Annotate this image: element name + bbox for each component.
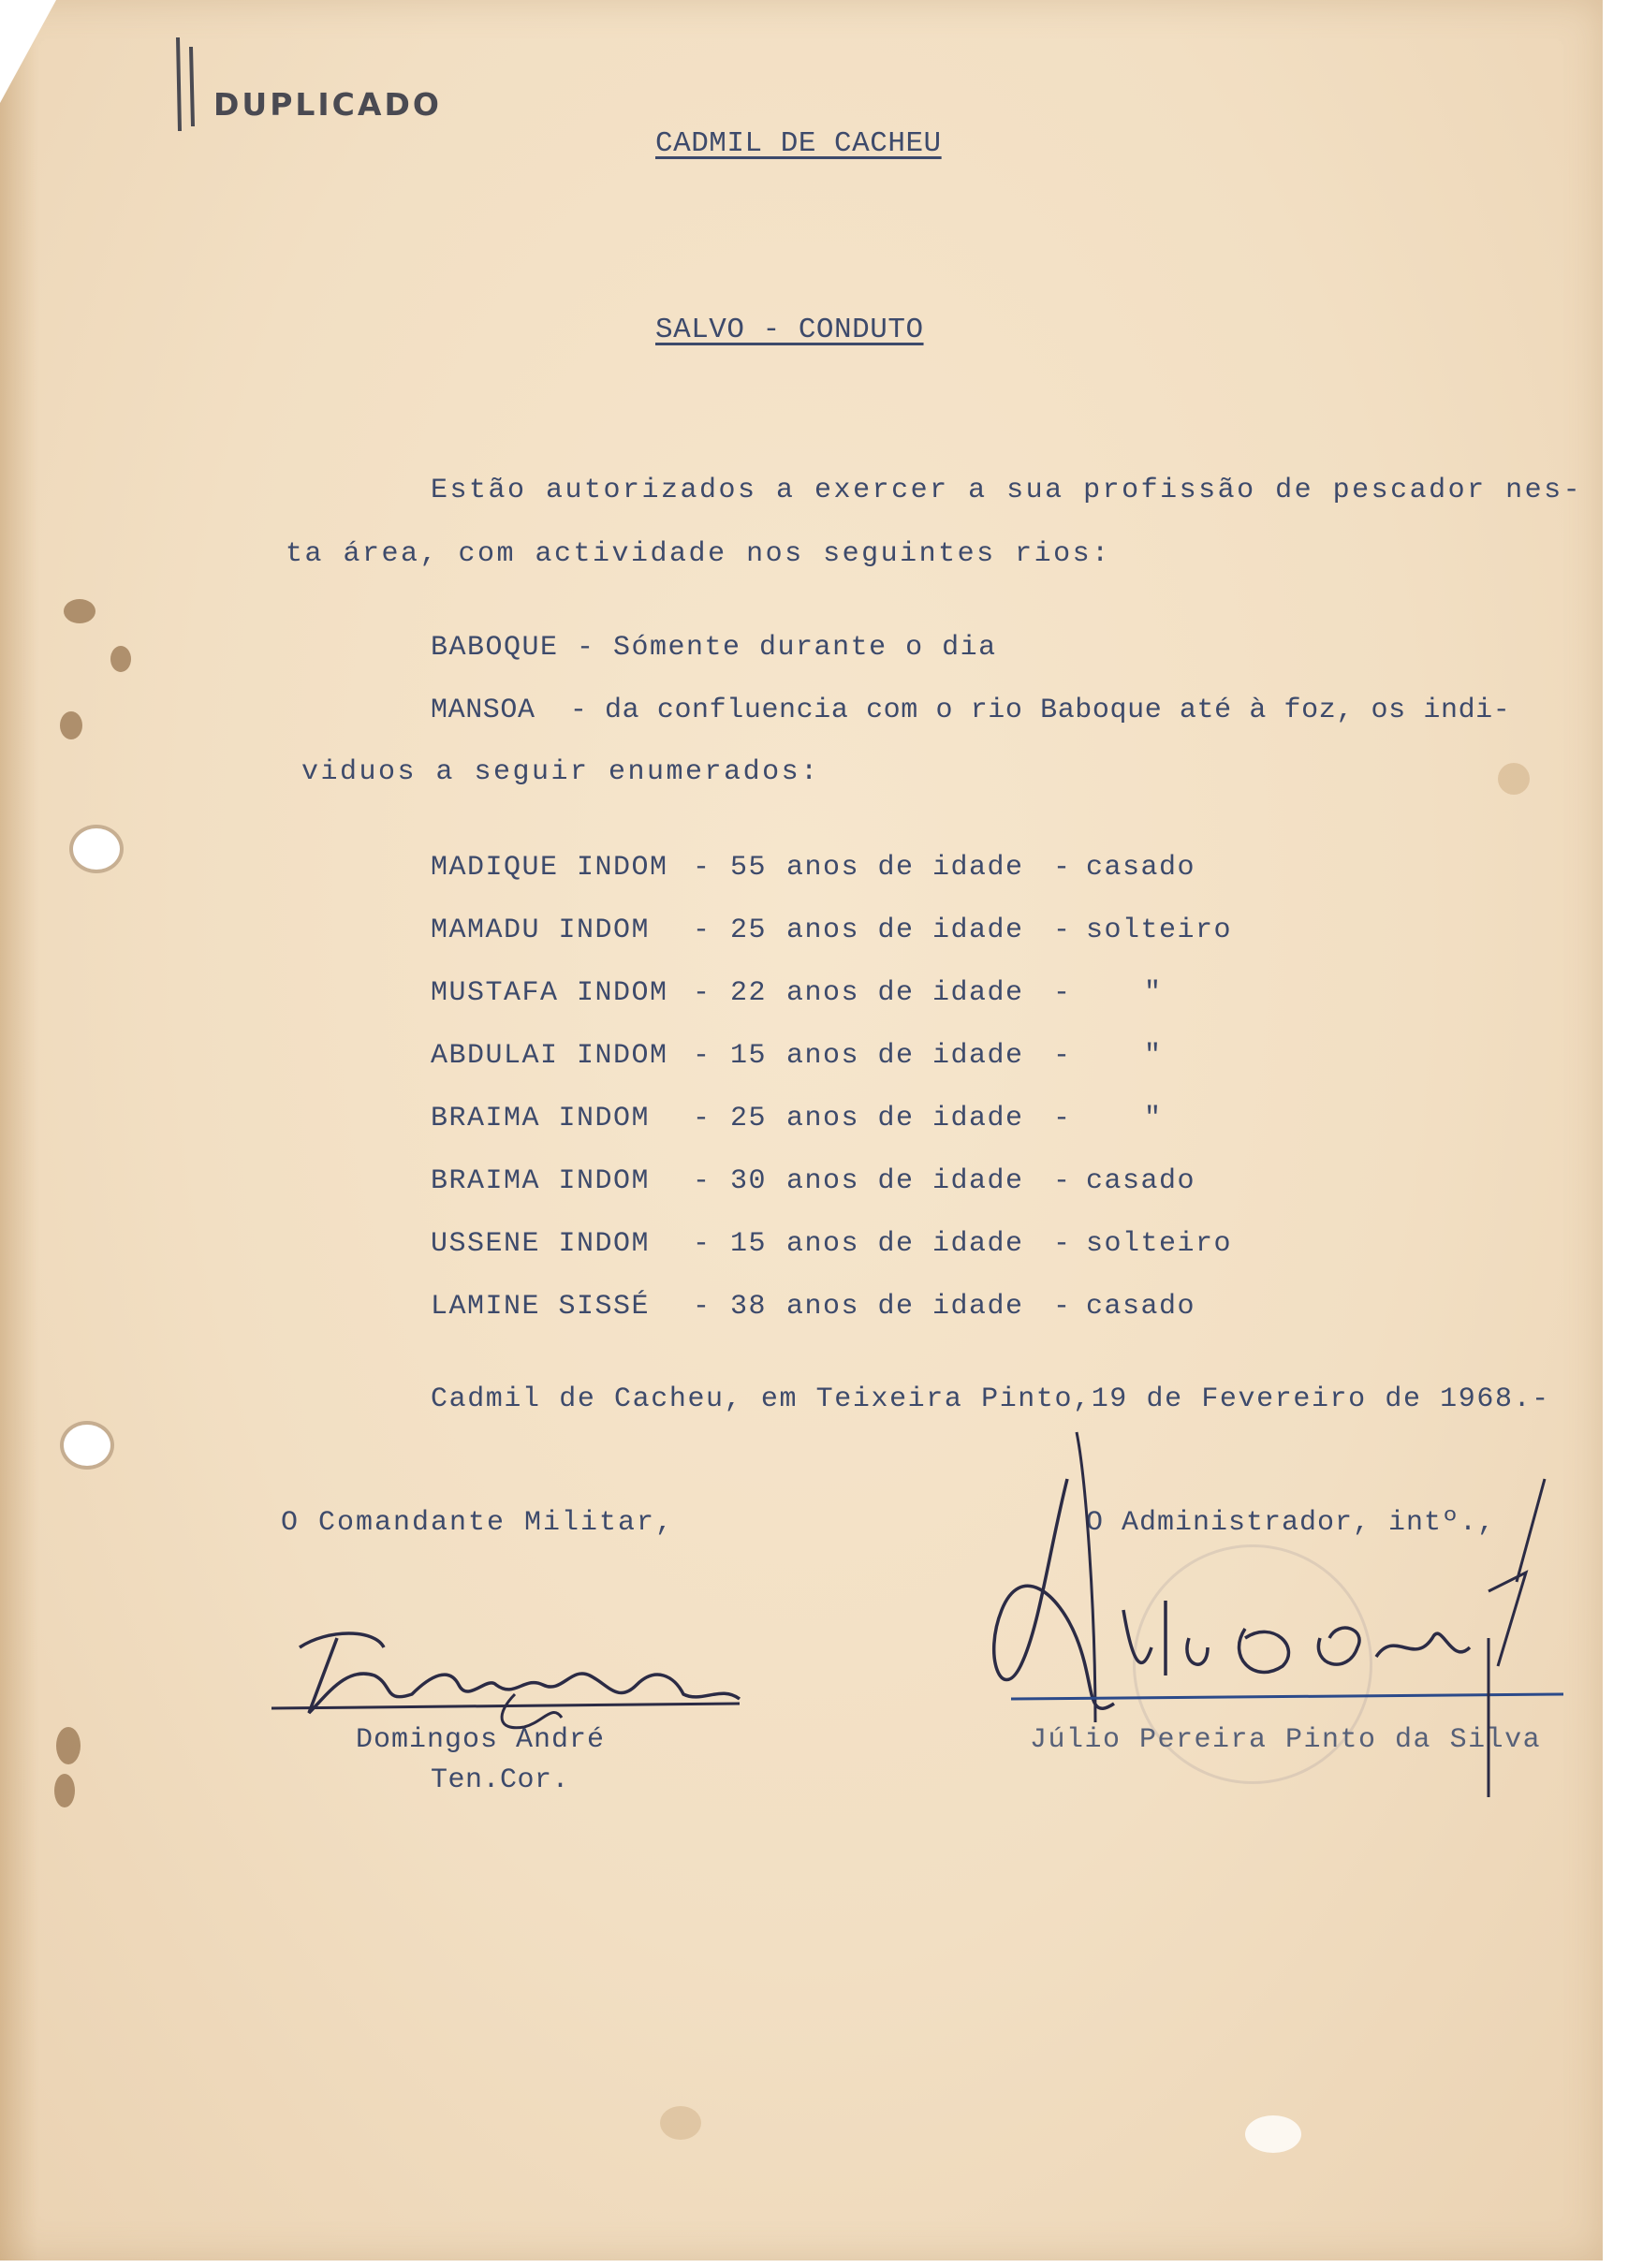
person-marital-status: " — [1144, 1040, 1163, 1072]
person-age-suffix: anos de idade — [786, 1228, 1024, 1260]
person-age-suffix: anos de idade — [786, 977, 1024, 1009]
person-marital-status: " — [1144, 1103, 1163, 1134]
right-signatory-name: Júlio Pereira Pinto da Silva — [1030, 1724, 1542, 1756]
person-age: 25 — [730, 1103, 768, 1134]
person-dash: - — [1053, 1291, 1072, 1323]
person-marital-status: casado — [1086, 1291, 1196, 1323]
place-date: Cadmil de Cacheu, em Teixeira Pinto,19 de Fevereiro de 1968.- — [431, 1383, 1550, 1415]
left-signatory-role: O Comandante Militar, — [281, 1507, 675, 1539]
person-name: USSENE INDOM — [431, 1228, 651, 1260]
person-dash: - — [693, 1103, 711, 1134]
right-signatory-role: O Administrador, intº., — [1086, 1507, 1496, 1539]
stamp-strokes — [169, 28, 206, 140]
stain — [1498, 763, 1530, 795]
person-name: LAMINE SISSÉ — [431, 1291, 651, 1323]
stain — [64, 599, 95, 623]
stain — [56, 1727, 81, 1764]
paper-edge-shading — [0, 0, 37, 2261]
stain — [660, 2106, 701, 2140]
person-name: ABDULAI INDOM — [431, 1040, 668, 1072]
left-signatory-name: Domingos André — [356, 1724, 606, 1756]
stain — [110, 646, 131, 672]
punch-hole-top — [73, 828, 120, 870]
person-age-suffix: anos de idade — [786, 915, 1024, 946]
person-dash: - — [1053, 852, 1072, 884]
person-dash: - — [693, 1165, 711, 1197]
person-age: 38 — [730, 1291, 768, 1323]
river-baboque: BABOQUE - Sómente durante o dia — [431, 632, 997, 664]
person-dash: - — [1053, 915, 1072, 946]
person-name: BRAIMA INDOM — [431, 1165, 651, 1197]
person-dash: - — [693, 1040, 711, 1072]
torn-corner — [0, 0, 56, 103]
person-dash: - — [693, 1228, 711, 1260]
person-dash: - — [1053, 977, 1072, 1009]
intro-line-2: ta área, com actividade nos seguintes rios: — [286, 538, 1111, 570]
document-title: SALVO - CONDUTO — [655, 314, 924, 346]
person-dash: - — [693, 915, 711, 946]
person-marital-status: casado — [1086, 852, 1196, 884]
right-handwritten-signature — [964, 1423, 1601, 1816]
river-mansoa-line-1: MANSOA - da confluencia com o rio Baboque até à foz, os indi- — [431, 695, 1511, 726]
person-age: 15 — [730, 1228, 768, 1260]
person-age: 22 — [730, 977, 768, 1009]
person-dash: - — [1053, 1165, 1072, 1197]
person-age: 25 — [730, 915, 768, 946]
left-handwritten-signature — [271, 1610, 758, 1741]
person-age-suffix: anos de idade — [786, 1103, 1024, 1134]
person-marital-status: casado — [1086, 1165, 1196, 1197]
person-age: 55 — [730, 852, 768, 884]
person-age-suffix: anos de idade — [786, 852, 1024, 884]
person-dash: - — [693, 977, 711, 1009]
person-name: MUSTAFA INDOM — [431, 977, 668, 1009]
river-mansoa-line-2: viduos a seguir enumerados: — [301, 756, 820, 788]
person-age: 15 — [730, 1040, 768, 1072]
person-marital-status: solteiro — [1086, 915, 1233, 946]
person-age: 30 — [730, 1165, 768, 1197]
punch-hole-bottom — [64, 1425, 110, 1466]
person-name: BRAIMA INDOM — [431, 1103, 651, 1134]
person-marital-status: solteiro — [1086, 1228, 1233, 1260]
person-dash: - — [693, 1291, 711, 1323]
stain — [60, 711, 82, 739]
person-name: MAMADU INDOM — [431, 915, 651, 946]
duplicado-stamp: DUPLICADO — [213, 86, 442, 123]
person-age-suffix: anos de idade — [786, 1040, 1024, 1072]
person-marital-status: " — [1144, 977, 1163, 1009]
person-dash: - — [1053, 1228, 1072, 1260]
stain — [1245, 2115, 1301, 2153]
person-age-suffix: anos de idade — [786, 1291, 1024, 1323]
left-signatory-rank: Ten.Cor. — [431, 1764, 570, 1796]
person-dash: - — [1053, 1103, 1072, 1134]
person-dash: - — [1053, 1040, 1072, 1072]
stain — [54, 1774, 75, 1807]
document-header: CADMIL DE CACHEU — [655, 127, 942, 160]
person-name: MADIQUE INDOM — [431, 852, 668, 884]
intro-line-1: Estão autorizados a exercer a sua profissão de pescador nes- — [431, 475, 1583, 506]
person-dash: - — [693, 852, 711, 884]
person-age-suffix: anos de idade — [786, 1165, 1024, 1197]
